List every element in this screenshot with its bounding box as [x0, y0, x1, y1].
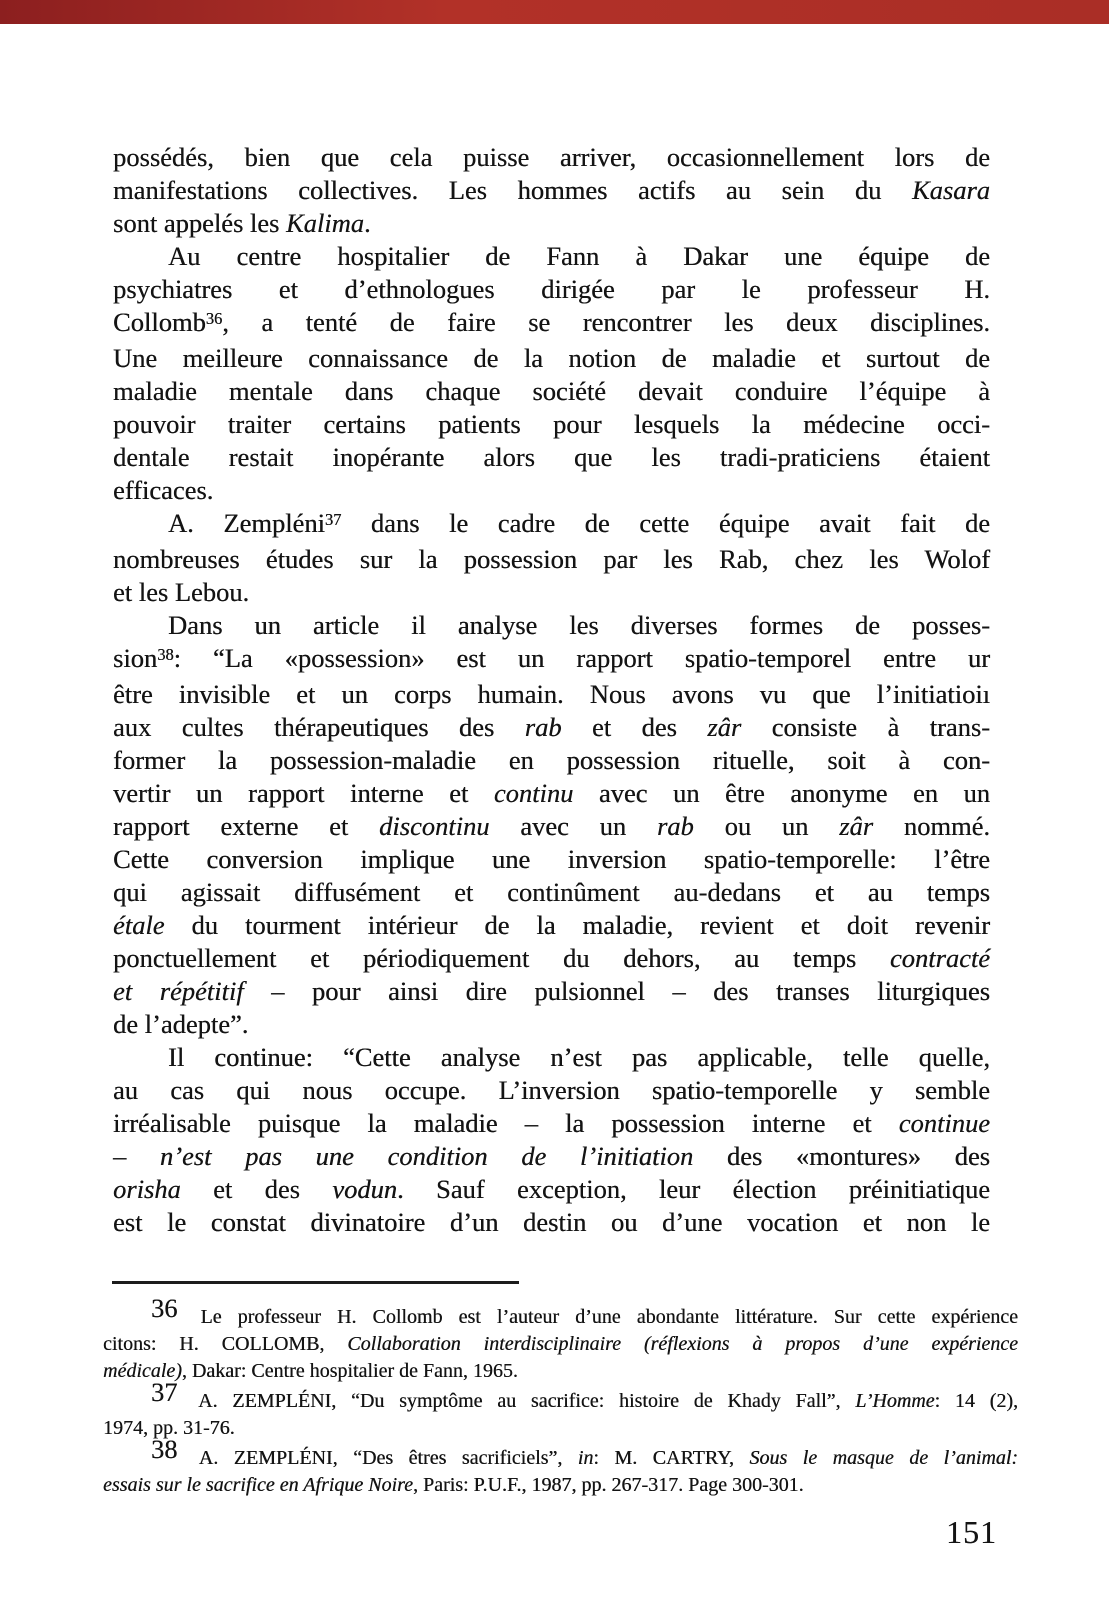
text-line: Dans un article il analyse les diverses formes de posses- — [168, 610, 990, 640]
text-line: irréalisable puisque la maladie – la possession interne et continue — [113, 1108, 990, 1138]
footnote — [103, 1377, 1018, 1442]
paragraph — [113, 507, 990, 609]
text-line: et les Lebou. — [113, 577, 250, 607]
text-line: maladie mentale dans chaque société devait conduire l’équipe à — [113, 376, 990, 406]
paragraph — [113, 609, 990, 1041]
text-line: vertir un rapport interne et continu avec un être anonyme en un — [113, 778, 991, 808]
footnote-separator-rule — [112, 1281, 519, 1284]
text-line: est le constat divinatoire d’un destin ou d’une vocation et non le — [113, 1207, 990, 1237]
paragraph — [113, 141, 990, 240]
text-line: être invisible et un corps humain. Nous avons vu que l’initiatioiı — [113, 679, 990, 709]
text-line: Collomb$^{36}$, a tenté de faire se rencontrer les deux disciplines. — [113, 307, 990, 337]
text-line: pouvoir traiter certains patients pour lesquels la médecine occi- — [113, 409, 990, 439]
body-text — [113, 141, 990, 1239]
text-line: efficaces. — [113, 475, 214, 505]
paragraph — [113, 1041, 990, 1239]
text-line: 37 A. ZEMPLÉNI, “Du symptôme au sacrifice: histoire de Khady Fall”, L’Homme: 14 (2), — [151, 1377, 1018, 1412]
text-line: médicale), Dakar: Centre hospitalier de Fann, 1965. — [103, 1360, 518, 1382]
text-line: ponctuellement et périodiquement du dehors, au temps contracté — [113, 943, 990, 973]
text-line: rapport externe et discontinu avec un rab ou un zâr nommé. — [113, 811, 990, 841]
text-line: former la possession-maladie en possession rituelle, soit à con- — [113, 745, 990, 775]
text-line: orisha et des vodun. Sauf exception, leur élection préinitiatique — [113, 1174, 990, 1204]
text-line: 36 Le professeur H. Collomb est l’auteur d’une abondante littérature. Sur cette expérience — [151, 1293, 1018, 1328]
footnote — [103, 1434, 1018, 1499]
text-line: – n’est pas une condition de l’initiation des «montures» des — [113, 1141, 990, 1171]
text-line: citons: H. COLLOMB, Collaboration interdisciplinaire (réflexions à propos d’une expérience — [103, 1333, 1018, 1355]
text-line: et répétitif – pour ainsi dire pulsionnel – des transes liturgiques — [113, 976, 990, 1006]
footnote-number: 36 — [151, 1293, 178, 1324]
text-line: sion$^{38}$: “La «possession» est un rapport spatio-temporel entre ur — [113, 643, 990, 673]
text-line: essais sur le sacrifice en Afrique Noire, Paris: P.U.F., 1987, pp. 267-317. Page 300-301. — [103, 1474, 804, 1496]
text-line: possédés, bien que cela puisse arriver, occasionnellement lors de — [113, 142, 990, 172]
text-line: manifestations collectives. Les hommes actifs au sein du Kasara — [113, 175, 990, 205]
text-line: psychiatres et d’ethnologues dirigée par le professeur H. — [113, 274, 990, 304]
footnotes — [103, 1293, 1018, 1499]
footnote-number: 37 — [151, 1377, 178, 1408]
text-line: 1974, pp. 31-76. — [103, 1417, 235, 1439]
text-line: Une meilleure connaissance de la notion de maladie et surtout de — [113, 343, 990, 373]
paragraph — [113, 240, 990, 507]
text-line: étale du tourment intérieur de la maladie, revient et doit revenir — [113, 910, 990, 940]
text-line: nombreuses études sur la possession par les Rab, chez les Wolof — [113, 544, 990, 574]
text-line: Il continue: “Cette analyse n’est pas applicable, telle quelle, — [168, 1042, 990, 1072]
text-line: de l’adepte”. — [113, 1009, 249, 1039]
page-number: 151 — [946, 1514, 997, 1550]
text-line: au cas qui nous occupe. L’inversion spatio-temporelle y semble — [113, 1075, 990, 1105]
text-line: qui agissait diffusément et continûment au-dedans et au temps — [113, 877, 990, 907]
text-line: Cette conversion implique une inversion spatio-temporelle: l’être — [113, 844, 990, 874]
text-line: dentale restait inopérante alors que les tradi-praticiens étaient — [113, 442, 990, 472]
text-line: A. Zempléni$^{37}$ dans le cadre de cette équipe avait fait de — [168, 508, 991, 538]
text-line: 38 A. ZEMPLÉNI, “Des êtres sacrificiels”, in: M. CARTRY, Sous le masque de l’animal: — [151, 1434, 1018, 1469]
footnote-number: 38 — [151, 1434, 178, 1465]
scan-edge-red-bar — [0, 0, 1109, 24]
text-line: aux cultes thérapeutiques des rab et des zâr consiste à trans- — [113, 712, 991, 742]
text-line: sont appelés les Kalima. — [113, 208, 371, 238]
text-line: Au centre hospitalier de Fann à Dakar une équipe de — [168, 241, 990, 271]
footnote — [103, 1293, 1018, 1385]
